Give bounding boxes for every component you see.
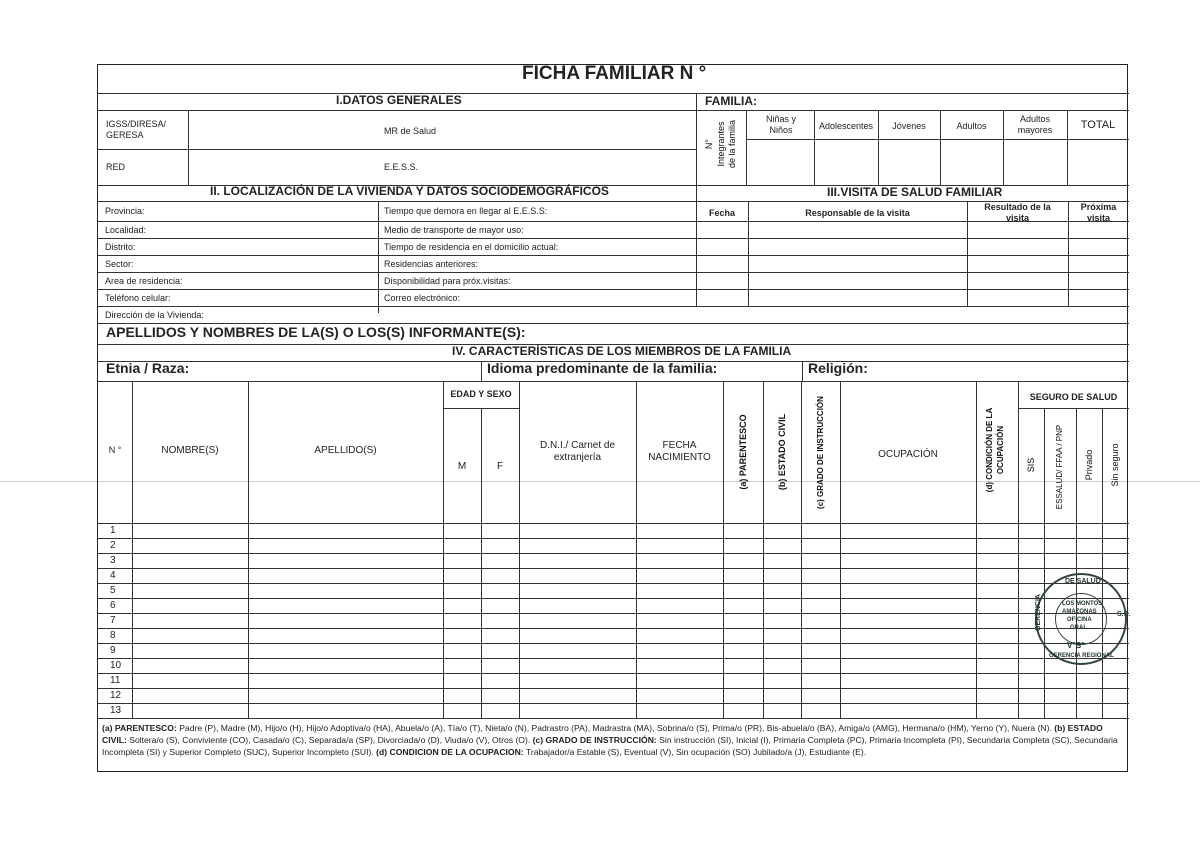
header-adolescentes: Adolescentes xyxy=(818,121,874,131)
table-row-divider xyxy=(98,673,1129,674)
stamp-center-3: OFICINA xyxy=(1067,617,1092,623)
stamp-right-text: S.S. xyxy=(1117,611,1131,618)
igss-label: IGSS/DIRESA/ xyxy=(106,119,167,129)
table-row-divider xyxy=(98,643,1129,644)
ficha-familiar-form xyxy=(97,63,1131,772)
header-adultos-mayores-2: mayores xyxy=(1017,125,1053,135)
stamp-bottom-text: GERENCIA REGIONAL xyxy=(1049,653,1114,659)
divider xyxy=(481,361,482,381)
divider xyxy=(1076,408,1077,718)
table-row-divider xyxy=(98,613,1129,614)
label-tiempo-residencia: Tiempo de residencia en el domicilio actual: xyxy=(384,242,559,252)
header-num: N ° xyxy=(108,445,122,455)
row-number: 11 xyxy=(110,675,121,686)
divider xyxy=(840,381,841,718)
row-number: 1 xyxy=(110,525,116,536)
header-jovenes: Jóvenes xyxy=(892,121,926,131)
header-instruccion: (c) GRADO DE INSTRUCCIÓN xyxy=(816,396,825,509)
divider xyxy=(98,289,1129,290)
section-localizacion: II. LOCALIZACIÓN DE LA VIVIENDA Y DATOS SOCIODEMOGRÁFICOS xyxy=(210,184,609,198)
header-adultos: Adultos xyxy=(956,121,987,131)
visita-responsable: Responsable de la visita xyxy=(805,208,910,218)
header-dni: D.N.I./ Carnet de xyxy=(539,440,616,451)
legend-d-label: (d) CONDICION DE LA OCUPACION: xyxy=(376,747,524,757)
eess-label: E.E.S.S. xyxy=(384,162,419,172)
row-number: 10 xyxy=(110,660,122,671)
divider xyxy=(801,381,802,718)
header-total: TOTAL xyxy=(1080,119,1116,131)
divider xyxy=(98,523,1129,524)
table-row-divider xyxy=(98,553,1129,554)
header-seguro: SEGURO DE SALUD xyxy=(1029,392,1118,402)
divider xyxy=(481,408,482,718)
header-dni-2: extranjería xyxy=(553,452,602,463)
row-number: 9 xyxy=(110,645,116,656)
red-label: RED xyxy=(106,162,126,172)
visita-proxima: Próxima xyxy=(1080,202,1117,212)
divider xyxy=(763,381,764,718)
table-row-divider xyxy=(98,583,1129,584)
table-row-divider xyxy=(98,628,1129,629)
header-adultos-mayores: Adultos xyxy=(1019,114,1051,124)
label-idioma: Idioma predominante de la familia: xyxy=(487,360,718,376)
legend-d-text: Trabajador/a Estable (S), Eventual (V), Sin ocupación (SO) Jubilado/a (J), Estudiante (E). xyxy=(525,747,867,757)
label-residencias-anteriores: Residencias anteriores: xyxy=(384,259,479,269)
divider xyxy=(802,361,803,381)
divider xyxy=(636,381,637,718)
stamp-center-2: AMAZONAS xyxy=(1062,609,1097,615)
stamp-top-text: DE SALUD xyxy=(1065,578,1101,585)
legend-c-text: Sin instrucción (SI), Inicial (I), Primaria Completa (PC), Primaria Incompleta (PI), Secundaria Completa (SC), Secundaria Incompleta (SI) y Superior Completo (SUC), Superior Incompleto (SUI). xyxy=(102,735,1118,757)
table-row-divider xyxy=(98,598,1129,599)
divider xyxy=(98,93,1129,94)
divider xyxy=(519,381,520,718)
label-transporte: Medio de transporte de mayor uso: xyxy=(384,225,524,235)
divider xyxy=(746,110,747,185)
legend-b-label: (b) ESTADO CIVIL: xyxy=(102,723,1103,745)
divider xyxy=(248,381,249,718)
table-row-divider xyxy=(98,568,1129,569)
form-title: FICHA FAMILIAR N ° xyxy=(522,63,707,84)
row-number: 7 xyxy=(110,615,116,626)
divider xyxy=(1044,408,1045,718)
divider xyxy=(443,408,519,409)
table-row-divider xyxy=(98,538,1129,539)
section-datos-generales: I.DATOS GENERALES xyxy=(336,93,462,107)
row-number: 5 xyxy=(110,585,116,596)
label-sector: Sector: xyxy=(105,259,134,269)
legend-a-label: (a) PARENTESCO: xyxy=(102,723,177,733)
divider xyxy=(98,272,1129,273)
section-familia: FAMILIA: xyxy=(705,94,757,108)
divider xyxy=(746,139,1129,140)
header-ninos-2: Niños xyxy=(769,125,793,135)
header-condicion: (d) CONDICIÓN DE LA xyxy=(985,407,994,493)
header-m: M xyxy=(457,461,467,472)
row-number: 6 xyxy=(110,600,116,611)
header-privado: Privado xyxy=(1084,449,1094,481)
label-area-residencia: Area de residencia: xyxy=(105,276,183,286)
legend-c-label: (c) GRADO DE INSTRUCCIÓN: xyxy=(532,735,657,745)
divider xyxy=(378,201,379,313)
stamp-center-1: LOS MONTOS xyxy=(1062,601,1103,607)
visita-fecha: Fecha xyxy=(708,208,735,218)
igss-label-2: GERESA xyxy=(106,130,144,140)
divider xyxy=(696,93,697,306)
header-nombres: NOMBRE(S) xyxy=(161,445,219,456)
row-number: 3 xyxy=(110,555,116,566)
label-tiempo-eess: Tiempo que demora en llegar al E.E.S.S: xyxy=(384,206,548,216)
integrantes-label-3: de la familia xyxy=(727,119,737,169)
row-number: 12 xyxy=(110,690,122,701)
legend-a-text: Padre (P), Madre (M), Hijo/o (H), Hijo/o Adoptiva/o (HA), Abuela/o (A), Tía/o (T), Nieta/o (N), Padrastro (PA), Madrastra (MA), Sobrina/o (S), Prima/o (PR), Bis-abuela/o (BA), Amiga/o (AMG), Hermana/o (HM), Yerno (Y), Nuera (N). xyxy=(179,723,1052,733)
table-row-divider xyxy=(98,703,1129,704)
label-etnia: Etnia / Raza: xyxy=(106,360,190,376)
header-edad-sexo: EDAD Y SEXO xyxy=(450,389,512,399)
header-sis: SIS xyxy=(1026,457,1036,473)
header-essalud: ESSALUD/ FFAA / PNP xyxy=(1055,424,1064,510)
label-telefono: Teléfono celular: xyxy=(105,293,171,303)
label-correo: Correo electrónico: xyxy=(384,293,461,303)
integrantes-label-1: N° xyxy=(704,138,714,150)
legend-b-text: Soltera/o (S), Conviviente (CO), Casada/o (C), Separada/a (SP), Divorciada/o (D), Viuda/o (V), Otros (O). xyxy=(129,735,531,745)
row-number: 4 xyxy=(110,570,116,581)
table-row-divider xyxy=(98,688,1129,689)
official-stamp xyxy=(1035,573,1131,665)
visita-proxima-2: visita xyxy=(1086,213,1110,223)
divider xyxy=(1102,408,1103,718)
divider xyxy=(98,306,1129,307)
header-f: F xyxy=(496,461,504,472)
divider xyxy=(976,381,977,718)
label-direccion: Dirección de la Vivienda: xyxy=(105,310,204,320)
visita-resultado: Resultado de la xyxy=(984,202,1051,212)
label-provincia: Provincia: xyxy=(105,206,145,216)
divider xyxy=(443,381,444,718)
row-number: 13 xyxy=(110,705,122,716)
divider xyxy=(98,718,1129,719)
divider xyxy=(1018,408,1129,409)
header-parentesco: (a) PARENTESCO xyxy=(738,414,748,490)
header-fecha-nac-2: NACIMIENTO xyxy=(648,452,711,463)
section-caracteristicas: IV. CARACTERÍSTICAS DE LOS MIEMBROS DE LA FAMILIA xyxy=(452,344,792,358)
divider xyxy=(98,255,1129,256)
header-ocupacion: OCUPACIÓN xyxy=(878,449,938,460)
table-row-divider xyxy=(98,658,1129,659)
divider xyxy=(723,381,724,718)
header-fecha-nac: FECHA xyxy=(662,440,697,451)
stamp-left-text: GERENCIA xyxy=(1035,594,1042,631)
integrantes-label-2: Integrantes xyxy=(716,121,726,167)
label-localidad: Localidad: xyxy=(105,225,147,235)
stamp-signature: V°B° xyxy=(1067,641,1085,650)
section-visita: III.VISITA DE SALUD FAMILIAR xyxy=(827,185,1003,199)
header-apellidos: APELLIDO(S) xyxy=(314,445,377,456)
label-distrito: Distrito: xyxy=(105,242,136,252)
divider xyxy=(188,110,189,185)
mr-salud-label: MR de Salud xyxy=(384,126,437,136)
divider xyxy=(98,149,696,150)
row-number: 2 xyxy=(110,540,116,551)
header-ninos: Niñas y xyxy=(765,114,796,124)
divider xyxy=(98,110,1129,111)
label-disponibilidad: Disponibilidad para próx.visitas: xyxy=(384,276,511,286)
label-religion: Religión: xyxy=(808,360,868,376)
section-informantes: APELLIDOS Y NOMBRES DE LA(S) O LOS(S) INFORMANTE(S): xyxy=(106,324,526,340)
stamp-center-4: GRAL. xyxy=(1070,625,1089,631)
header-estado-civil: (b) ESTADO CIVIL xyxy=(777,413,787,491)
header-sin-seguro: Sin seguro xyxy=(1110,443,1120,487)
divider xyxy=(98,238,1129,239)
divider xyxy=(132,381,133,718)
divider xyxy=(98,381,1129,382)
row-number: 8 xyxy=(110,630,116,641)
visita-resultado-2: visita xyxy=(1005,213,1029,223)
divider xyxy=(1018,381,1019,718)
legend xyxy=(102,722,1124,758)
header-condicion-2: OCUPACIÓN xyxy=(996,425,1005,475)
